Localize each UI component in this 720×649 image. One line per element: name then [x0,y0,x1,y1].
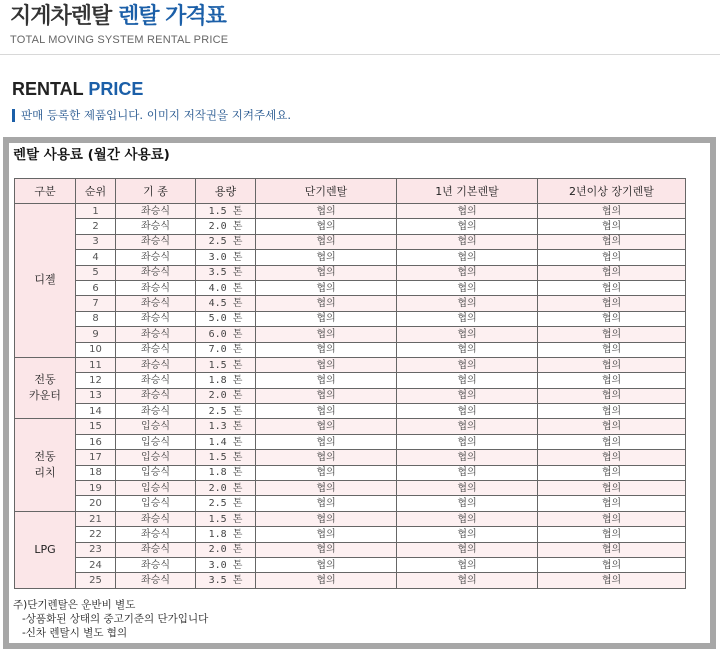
note-line: -상품화된 상태의 중고기준의 단가입니다 [22,613,209,625]
table-row [15,388,686,403]
cell-rank: 17 [76,450,116,465]
cell-rank: 4 [76,250,116,265]
cell-rank: 5 [76,265,116,280]
cell-capacity: 1.8 톤 [196,373,256,388]
table-row [15,327,686,342]
cell-type: 좌승식 [116,311,196,326]
cell-rank: 23 [76,542,116,557]
cell-type: 좌승식 [116,527,196,542]
table-row [15,250,686,265]
cell-rank: 24 [76,557,116,572]
cell-short-rental: 협의 [256,342,397,357]
col-header-short-rental: 단기렌탈 [256,179,397,204]
cell-short-rental: 협의 [256,573,397,588]
cell-type: 좌승식 [116,511,196,526]
cell-1year-rental: 협의 [397,373,538,388]
cell-1year-rental: 협의 [397,481,538,496]
table-row [15,219,686,234]
cell-category: 전동 리치 [15,419,76,511]
cell-short-rental: 협의 [256,419,397,434]
cell-type: 좌승식 [116,357,196,372]
rental-price-table [14,178,686,589]
cell-2year-rental: 협의 [538,280,686,295]
table-row [15,280,686,295]
cell-capacity: 1.4 톤 [196,434,256,449]
cell-2year-rental: 협의 [538,373,686,388]
cell-rank: 7 [76,296,116,311]
cell-2year-rental: 협의 [538,219,686,234]
cell-short-rental: 협의 [256,511,397,526]
table-row [15,419,686,434]
cell-2year-rental: 협의 [538,327,686,342]
cell-1year-rental: 협의 [397,496,538,511]
cell-short-rental: 협의 [256,280,397,295]
price-table-frame [3,137,716,649]
cell-1year-rental: 협의 [397,573,538,588]
cell-capacity: 2.5 톤 [196,234,256,249]
cell-capacity: 3.0 톤 [196,250,256,265]
cell-1year-rental: 협의 [397,265,538,280]
table-caption: 렌탈 사용료 (월간 사용료) [13,147,170,163]
table-row [15,496,686,511]
cell-1year-rental: 협의 [397,419,538,434]
table-row [15,573,686,588]
cell-type: 좌승식 [116,296,196,311]
page-header [10,2,228,47]
cell-short-rental: 협의 [256,327,397,342]
cell-category: LPG [15,511,76,588]
cell-type: 좌승식 [116,250,196,265]
cell-2year-rental: 협의 [538,311,686,326]
page-title [10,2,228,32]
table-row [15,296,686,311]
cell-short-rental: 협의 [256,450,397,465]
cell-capacity: 1.5 톤 [196,357,256,372]
cell-rank: 6 [76,280,116,295]
cell-category: 디젤 [15,204,76,358]
cell-capacity: 1.3 톤 [196,419,256,434]
cell-1year-rental: 협의 [397,280,538,295]
cell-short-rental: 협의 [256,204,397,219]
table-row [15,404,686,419]
cell-1year-rental: 협의 [397,311,538,326]
cell-rank: 19 [76,481,116,496]
table-row [15,311,686,326]
cell-type: 좌승식 [116,373,196,388]
cell-capacity: 1.5 톤 [196,450,256,465]
cell-short-rental: 협의 [256,311,397,326]
cell-1year-rental: 협의 [397,557,538,572]
cell-type: 좌승식 [116,542,196,557]
table-row [15,511,686,526]
cell-rank: 22 [76,527,116,542]
cell-2year-rental: 협의 [538,511,686,526]
cell-type: 좌승식 [116,557,196,572]
cell-rank: 20 [76,496,116,511]
cell-rank: 1 [76,204,116,219]
cell-rank: 3 [76,234,116,249]
cell-1year-rental: 협의 [397,234,538,249]
cell-1year-rental: 협의 [397,404,538,419]
table-row [15,481,686,496]
cell-type: 좌승식 [116,204,196,219]
page-title-company: 지게차렌탈 [10,4,112,29]
copyright-notice [12,107,291,123]
section-title [12,78,143,100]
cell-type: 좌승식 [116,265,196,280]
table-row [15,450,686,465]
page-subtitle: TOTAL MOVING SYSTEM RENTAL PRICE [10,34,229,46]
cell-type: 입승식 [116,496,196,511]
cell-2year-rental: 협의 [538,357,686,372]
col-header-2year-rental: 2년이상 장기렌탈 [538,179,686,204]
cell-rank: 10 [76,342,116,357]
cell-short-rental: 협의 [256,434,397,449]
cell-short-rental: 협의 [256,527,397,542]
cell-1year-rental: 협의 [397,250,538,265]
cell-rank: 25 [76,573,116,588]
cell-rank: 21 [76,511,116,526]
table-row [15,542,686,557]
cell-2year-rental: 협의 [538,527,686,542]
cell-capacity: 4.5 톤 [196,296,256,311]
note-line: 주)단기렌탈은 운반비 별도 [13,599,136,611]
cell-type: 입승식 [116,419,196,434]
cell-2year-rental: 협의 [538,296,686,311]
cell-1year-rental: 협의 [397,511,538,526]
cell-short-rental: 협의 [256,373,397,388]
cell-capacity: 7.0 톤 [196,342,256,357]
cell-1year-rental: 협의 [397,388,538,403]
cell-2year-rental: 협의 [538,542,686,557]
cell-2year-rental: 협의 [538,573,686,588]
cell-2year-rental: 협의 [538,250,686,265]
cell-2year-rental: 협의 [538,450,686,465]
cell-1year-rental: 협의 [397,327,538,342]
cell-short-rental: 협의 [256,234,397,249]
cell-type: 입승식 [116,450,196,465]
cell-rank: 8 [76,311,116,326]
cell-capacity: 1.8 톤 [196,527,256,542]
cell-type: 좌승식 [116,342,196,357]
table-row [15,357,686,372]
cell-2year-rental: 협의 [538,465,686,480]
cell-capacity: 2.0 톤 [196,542,256,557]
table-row [15,373,686,388]
notice-bar-icon [12,109,15,122]
cell-rank: 13 [76,388,116,403]
cell-category: 전동 카운터 [15,357,76,419]
table-body [15,204,686,589]
cell-type: 좌승식 [116,219,196,234]
cell-rank: 9 [76,327,116,342]
cell-capacity: 3.5 톤 [196,573,256,588]
cell-rank: 12 [76,373,116,388]
section-title-rental: RENTAL [12,79,84,99]
table-notes [13,598,208,640]
cell-2year-rental: 협의 [538,404,686,419]
cell-1year-rental: 협의 [397,204,538,219]
cell-short-rental: 협의 [256,404,397,419]
cell-type: 입승식 [116,434,196,449]
cell-2year-rental: 협의 [538,265,686,280]
cell-1year-rental: 협의 [397,434,538,449]
col-header-type: 기 종 [116,179,196,204]
cell-short-rental: 협의 [256,265,397,280]
cell-short-rental: 협의 [256,219,397,234]
cell-type: 좌승식 [116,573,196,588]
cell-2year-rental: 협의 [538,481,686,496]
cell-type: 입승식 [116,481,196,496]
cell-2year-rental: 협의 [538,234,686,249]
cell-1year-rental: 협의 [397,357,538,372]
cell-rank: 14 [76,404,116,419]
cell-capacity: 2.5 톤 [196,496,256,511]
table-header-row [15,179,686,204]
cell-2year-rental: 협의 [538,496,686,511]
cell-1year-rental: 협의 [397,342,538,357]
cell-short-rental: 협의 [256,481,397,496]
cell-short-rental: 협의 [256,496,397,511]
table-row [15,465,686,480]
cell-capacity: 4.0 톤 [196,280,256,295]
cell-1year-rental: 협의 [397,542,538,557]
cell-1year-rental: 협의 [397,450,538,465]
cell-capacity: 1.8 톤 [196,465,256,480]
cell-1year-rental: 협의 [397,465,538,480]
cell-rank: 11 [76,357,116,372]
cell-2year-rental: 협의 [538,342,686,357]
notice-text: 판매 등록한 제품입니다. 이미지 저작권을 지켜주세요. [21,108,291,122]
cell-capacity: 1.5 톤 [196,511,256,526]
cell-capacity: 2.0 톤 [196,219,256,234]
cell-capacity: 5.0 톤 [196,311,256,326]
note-line: -신차 렌탈시 별도 협의 [22,627,128,639]
cell-capacity: 1.5 톤 [196,204,256,219]
table-row [15,265,686,280]
page-title-highlight: 렌탈 가격표 [117,4,226,29]
cell-short-rental: 협의 [256,542,397,557]
col-header-rank: 순위 [76,179,116,204]
cell-rank: 16 [76,434,116,449]
cell-capacity: 3.5 톤 [196,265,256,280]
col-header-1year-rental: 1년 기본렌탈 [397,179,538,204]
cell-rank: 15 [76,419,116,434]
cell-capacity: 6.0 톤 [196,327,256,342]
cell-short-rental: 협의 [256,357,397,372]
cell-2year-rental: 협의 [538,388,686,403]
header-divider [0,54,720,55]
cell-2year-rental: 협의 [538,434,686,449]
cell-type: 좌승식 [116,404,196,419]
cell-1year-rental: 협의 [397,527,538,542]
cell-short-rental: 협의 [256,296,397,311]
col-header-capacity: 용량 [196,179,256,204]
cell-2year-rental: 협의 [538,419,686,434]
cell-type: 좌승식 [116,388,196,403]
cell-2year-rental: 협의 [538,204,686,219]
table-row [15,342,686,357]
col-header-category: 구분 [15,179,76,204]
cell-capacity: 3.0 톤 [196,557,256,572]
cell-type: 좌승식 [116,327,196,342]
cell-capacity: 2.5 톤 [196,404,256,419]
table-row [15,204,686,219]
cell-2year-rental: 협의 [538,557,686,572]
cell-1year-rental: 협의 [397,296,538,311]
cell-capacity: 2.0 톤 [196,481,256,496]
cell-type: 입승식 [116,465,196,480]
cell-rank: 18 [76,465,116,480]
cell-1year-rental: 협의 [397,219,538,234]
table-row [15,434,686,449]
cell-short-rental: 협의 [256,465,397,480]
table-row [15,527,686,542]
cell-rank: 2 [76,219,116,234]
section-title-price: PRICE [88,79,144,99]
cell-capacity: 2.0 톤 [196,388,256,403]
cell-short-rental: 협의 [256,388,397,403]
cell-short-rental: 협의 [256,557,397,572]
table-row [15,234,686,249]
cell-type: 좌승식 [116,234,196,249]
cell-short-rental: 협의 [256,250,397,265]
cell-type: 좌승식 [116,280,196,295]
table-row [15,557,686,572]
